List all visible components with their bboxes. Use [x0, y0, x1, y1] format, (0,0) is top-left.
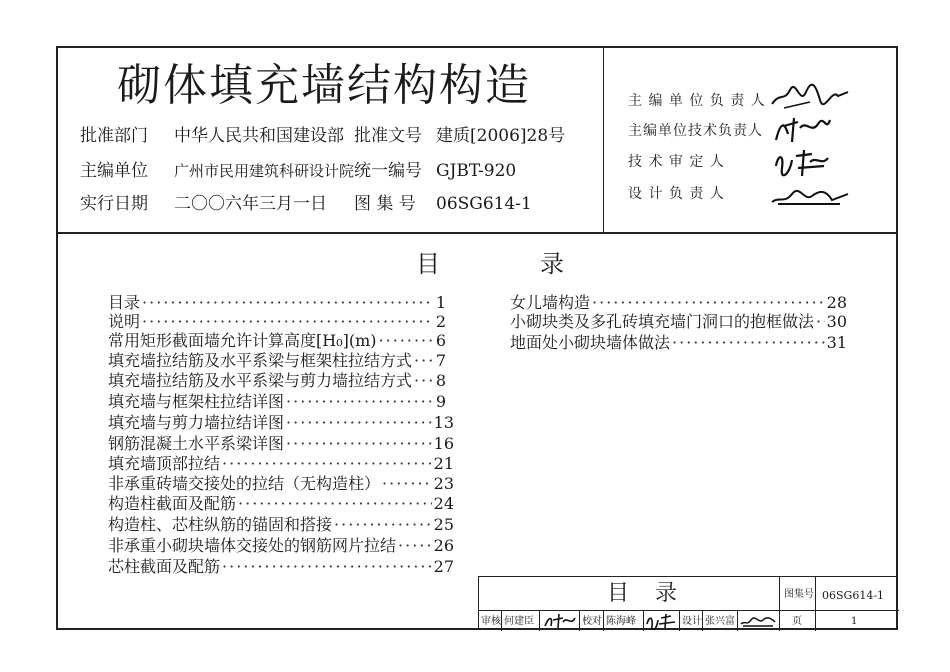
- check-label: 校对: [582, 616, 602, 627]
- toc-item[interactable]: 非承重小砌块墙体交接处的钢筋网片拉结 ····· 26: [108, 533, 454, 556]
- toc-item[interactable]: 非承重砖墙交接处的拉结（无构造柱） ····· 23: [108, 471, 454, 494]
- design-name: 张兴富: [705, 616, 735, 627]
- review-name: 何建臣: [504, 616, 534, 627]
- header-vertical-divider: [603, 46, 604, 233]
- effective-date-value: 二〇〇六年三月一日: [174, 194, 327, 214]
- toc-item[interactable]: 说明 ····· 2: [108, 309, 446, 332]
- signature-3: [772, 146, 832, 180]
- toc-item[interactable]: 小砌块类及多孔砖填充墙门洞口的抱框做法 ····· 30: [510, 309, 847, 332]
- tb-divider: [779, 577, 780, 631]
- toc-title-right: 录: [540, 250, 564, 278]
- toc-item[interactable]: 填充墙与剪力墙拉结详图 ····· 13: [108, 410, 454, 433]
- atlas-no-label: 图 集 号: [354, 194, 416, 214]
- toc-title-left: 目: [416, 250, 440, 278]
- approval-dept-value: 中华人民共和国建设部: [174, 126, 344, 146]
- title-block: [478, 576, 898, 630]
- page-title: 砌体填充墙结构构造: [117, 60, 531, 111]
- toc-item[interactable]: 构造柱、芯柱纵筋的锚固和搭接 ····· 25: [108, 512, 454, 535]
- toc-item[interactable]: 芯柱截面及配筋 ····· 27: [108, 554, 454, 577]
- checker-signature: [645, 612, 677, 630]
- review-label: 审核: [481, 616, 501, 627]
- approval-dept-label: 批准部门: [80, 126, 148, 146]
- atlas-no-value: 06SG614-1: [436, 194, 532, 214]
- resp-tech-reviewer: 技 术 审 定 人: [628, 154, 725, 170]
- editor-unit-label: 主编单位: [80, 161, 148, 181]
- title-block-title: 目录: [607, 581, 704, 606]
- approval-doc-value: 建质[2006]28号: [436, 126, 566, 146]
- tb-divider: [815, 577, 816, 631]
- toc-item[interactable]: 常用矩形截面墙允许计算高度[H₀](m) ····· 6: [108, 328, 446, 351]
- check-name: 陈海峰: [606, 616, 636, 627]
- atlas-no-label: 图集号: [784, 589, 814, 600]
- toc-item[interactable]: 填充墙拉结筋及水平系梁与剪力墙拉结方式 ····· 8: [108, 368, 446, 391]
- signature-2: [772, 114, 832, 146]
- toc-item[interactable]: 钢筋混凝土水平系梁详图 ····· 16: [108, 431, 454, 454]
- design-label: 设计: [682, 616, 702, 627]
- unified-no-label: 统一编号: [354, 161, 422, 181]
- effective-date-label: 实行日期: [80, 194, 148, 214]
- toc-item[interactable]: 地面处小砌块墙体做法 ····· 31: [510, 330, 847, 353]
- signature-1: [770, 82, 850, 112]
- toc-item[interactable]: 填充墙拉结筋及水平系梁与框架柱拉结方式 ····· 7: [108, 348, 446, 371]
- toc-item[interactable]: 构造柱截面及配筋 ····· 24: [108, 491, 454, 514]
- resp-editor-unit-head: 主 编 单 位 负 责 人: [628, 93, 766, 109]
- resp-editor-tech-head: 主编单位技术负责人: [628, 123, 763, 139]
- reviewer-signature: [543, 612, 577, 630]
- toc-item[interactable]: 女儿墙构造 ····· 28: [510, 290, 847, 313]
- toc-item[interactable]: 目录 ····· 1: [108, 290, 446, 313]
- designer-signature: [739, 614, 777, 628]
- resp-design-head: 设 计 负 责 人: [628, 186, 725, 202]
- toc-item[interactable]: 填充墙顶部拉结 ····· 21: [108, 451, 454, 474]
- page-label: 页: [792, 616, 802, 627]
- toc-item[interactable]: 填充墙与框架柱拉结详图 ····· 9: [108, 389, 446, 412]
- signature-4: [770, 186, 850, 208]
- header-divider: [56, 232, 898, 234]
- atlas-no-value: 06SG614-1: [822, 589, 885, 602]
- unified-no-value: GJBT-920: [436, 161, 517, 181]
- approval-doc-label: 批准文号: [354, 126, 422, 146]
- editor-unit-value: 广州市民用建筑科研设计院: [174, 162, 355, 180]
- title-block-divider: [479, 610, 899, 611]
- page-number: 1: [851, 616, 858, 627]
